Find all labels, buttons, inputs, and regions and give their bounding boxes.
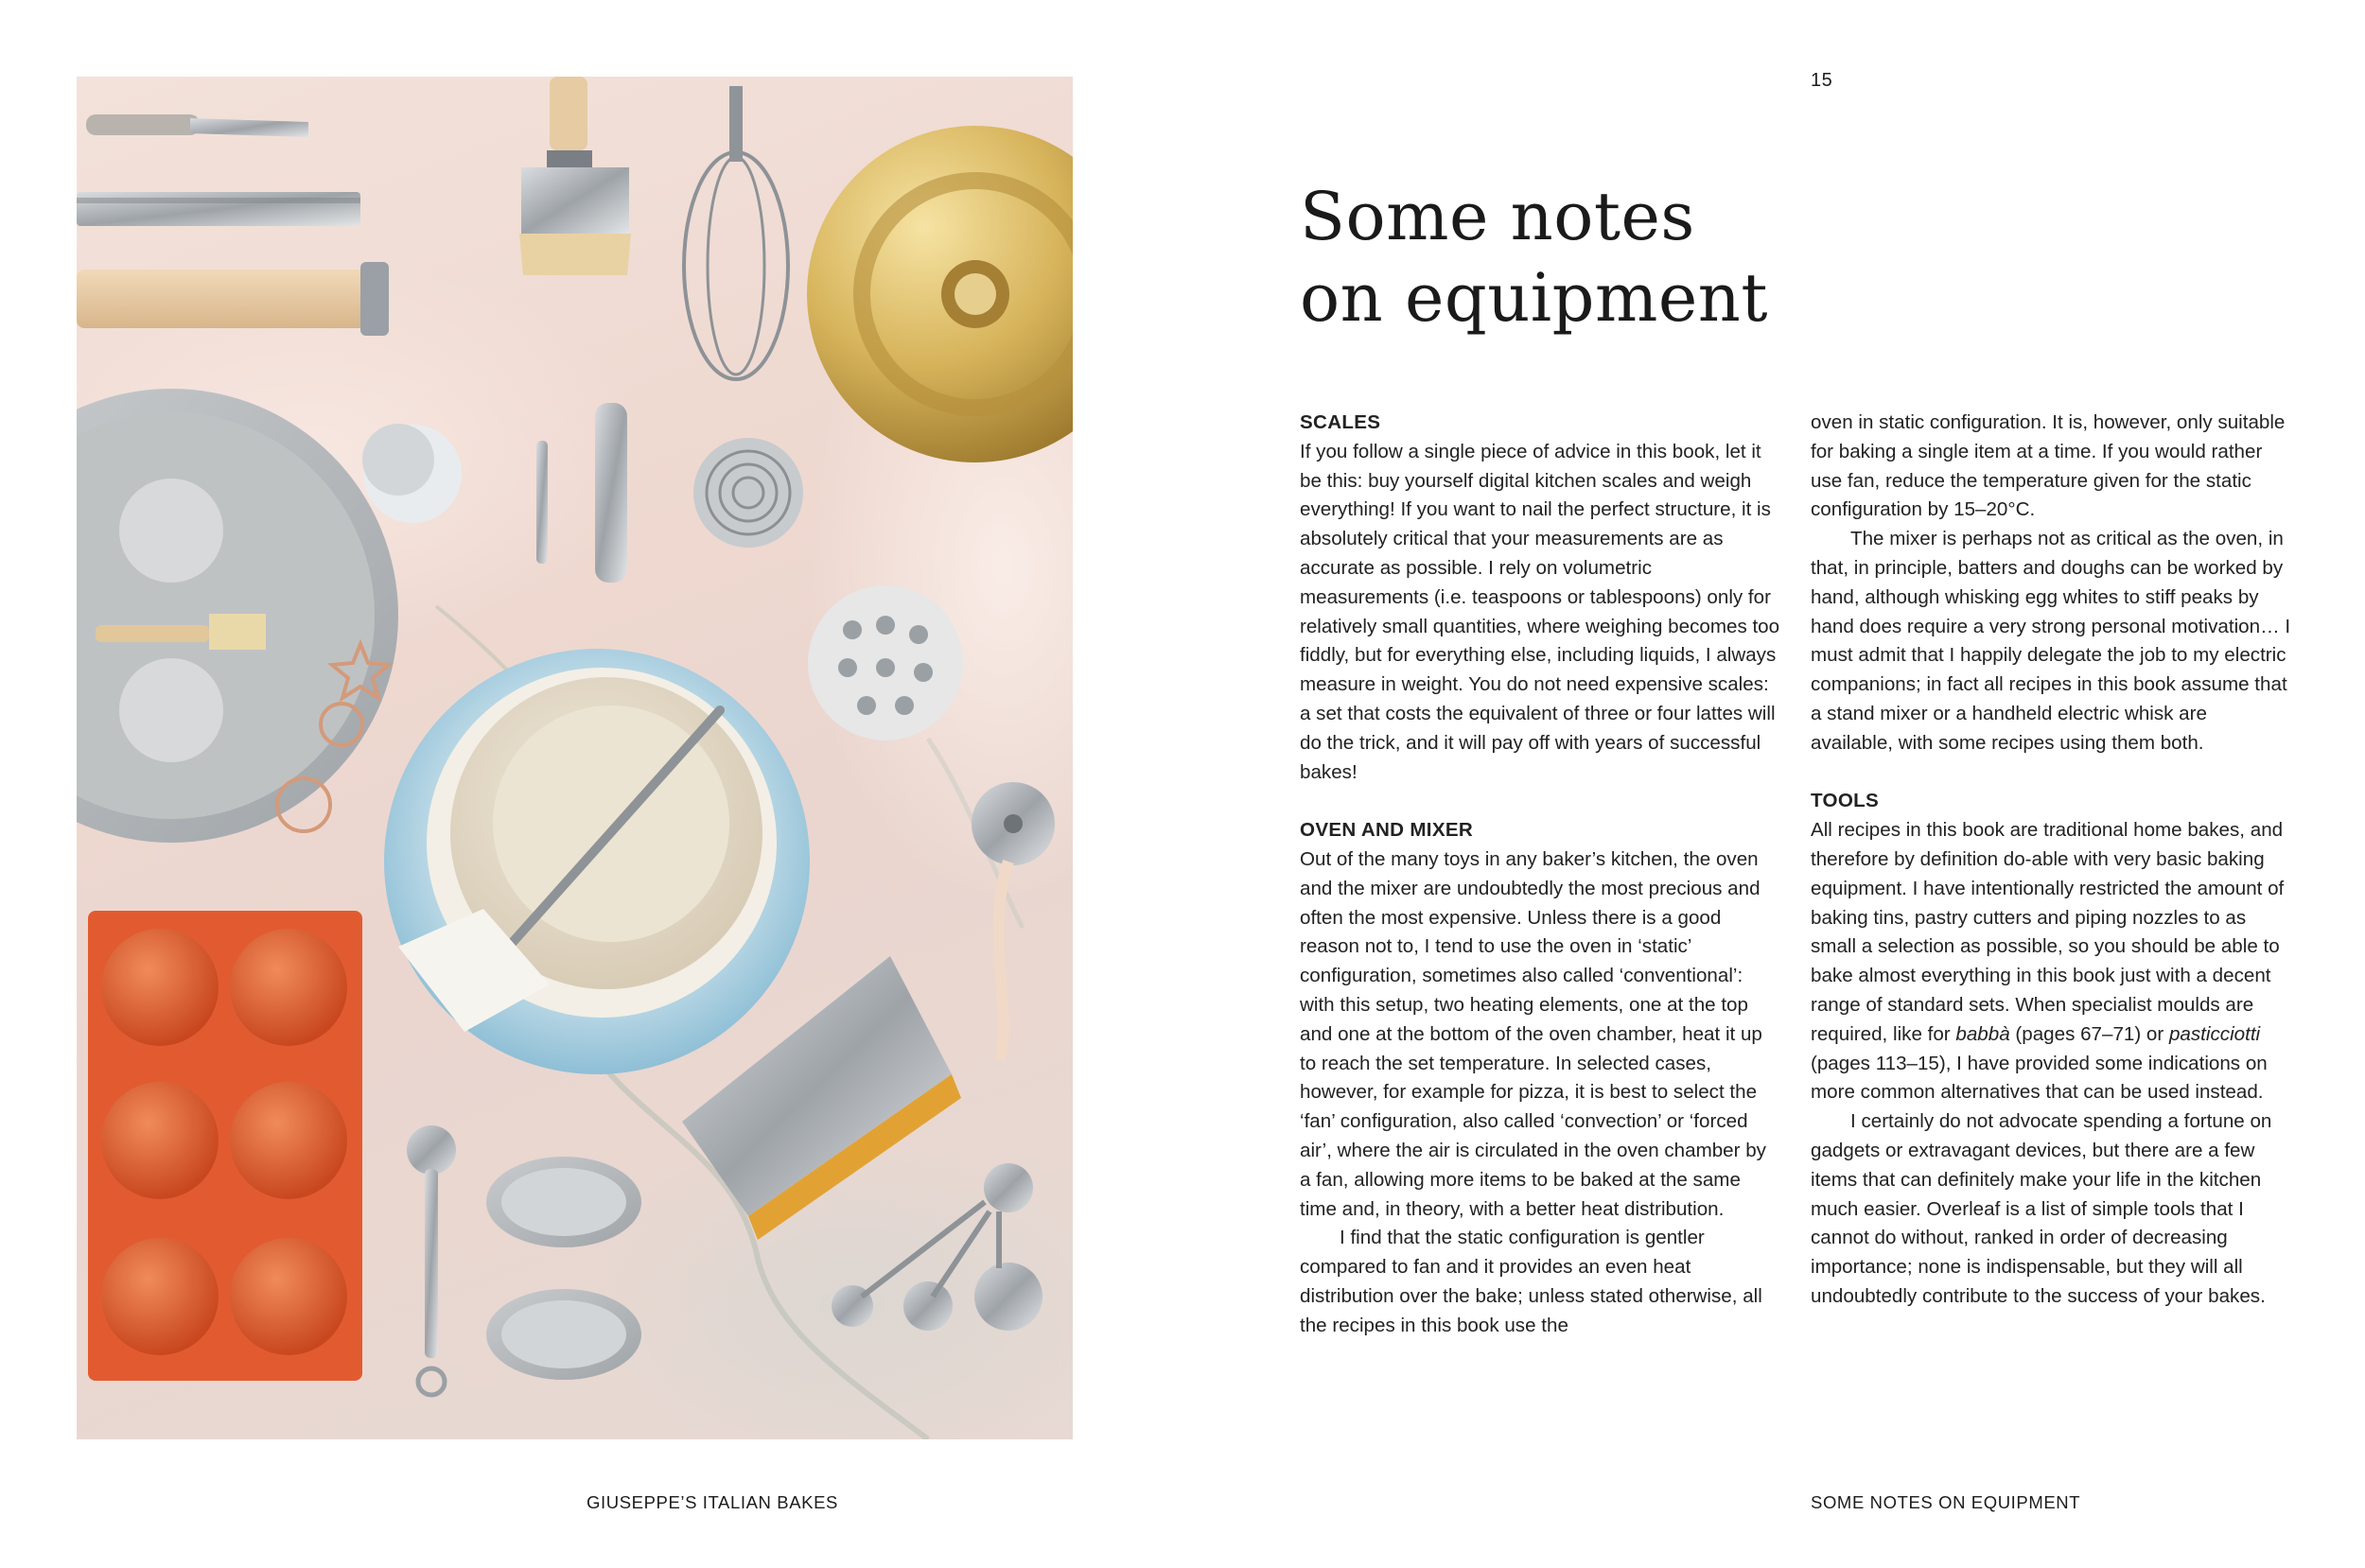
mixer-paragraph: The mixer is perhaps not as critical as the oven, in that, in principle, batters and doughs can be worked by hand, although whisking egg whites to stiff peaks by hand does require a very strong personal motivation… I must admit that I happily delegate the job to my electric companions; in fact all recipes in this book assume that a stand mixer or a handheld electric whisk are available, with some recipes using them both. xyxy=(1811,528,2291,754)
text-column-left xyxy=(1300,409,1782,1341)
equipment-photo xyxy=(77,77,1073,1439)
text-column-right-flow xyxy=(1811,409,2293,1312)
title-line-1: Some notes xyxy=(1300,178,1695,255)
tools-paragraph-1: All recipes in this book are traditional home bakes, and therefore by definition do-able with very basic baking equipment. I have intentionally restricted the amount of baking tins, pastry cutters and piping nozzles to as small a selection as possible, so you should be able to bake almost everything in this book just with a decent range of standard sets. When specialist moulds are required, like for babbà (pages 67–71) or pasticciotti (pages 113–15), I have provided some indications on more common alternatives that can be used instead. xyxy=(1811,819,2285,1104)
pasticciotti-term: pasticciotti xyxy=(2168,1022,2261,1045)
oven-paragraph-1: Out of the many toys in any baker’s kitchen, the oven and the mixer are undoubtedly the most precious and often the most expensive. Unless there is a good reason not to, I tend to use the oven in ‘static’ configuration, sometimes also called ‘conventional’: with this setup, two heating elements, one at the top and one at the bottom of the oven chamber, heat it up to reach the set temperature. In selected cases, however, for example for pizza, it is best to select the ‘fan’ configuration, also called ‘convection’ or ‘forced air’, where the air is circulated in the oven chamber by a fan, allowing more items to be baked at the same time and, in theory, with a better heat distribution. xyxy=(1300,847,1766,1220)
section-heading-oven-mixer: OVEN AND MIXER xyxy=(1300,819,1474,842)
section-heading-scales: SCALES xyxy=(1300,411,1381,433)
tools-paragraph-2: I certainly do not advocate spending a fortune on gadgets or extravagant devices, but there are a few items that can definitely make your life in the kitchen much easier. Overleaf is a list of simple tools that I cannot do without, ranked in order of decreasing importance; none is indispensable, but they will all undoubtedly contribute to the success of your bakes. xyxy=(1811,1110,2272,1307)
scales-paragraph: If you follow a single piece of advice in this book, let it be this: buy yourself digital kitchen scales and weigh everything! If you want to nail the perfect structure, it is absolutely critical that your measurements are as accurate as possible. I rely on volumetric measurements (i.e. teaspoons or tablespoons) only for relatively small quantities, where weighing becomes too fiddly, but for everything else, including liquids, I always measure in weight. You do not need expensive scales: a set that costs the equivalent of three or four lattes will do the trick, and it will pay off with years of successful bakes! xyxy=(1300,440,1780,783)
oven-paragraph-2-continued: oven in static configuration. It is, however, only suitable for baking a single item at a time. If you would rather use fan, reduce the temperature given for the static configuration by 15–20°C. xyxy=(1811,411,2286,521)
footer-chapter-title: SOME NOTES ON EQUIPMENT xyxy=(1811,1492,2081,1512)
footer-book-title: GIUSEPPE’S ITALIAN BAKES xyxy=(587,1492,838,1512)
babba-term: babbà xyxy=(1955,1022,2010,1045)
title-line-2: on equipment xyxy=(1300,259,1769,337)
oven-paragraph-2: I find that the static configuration is gentler compared to fan and it provides an even heat distribution over the bake; unless stated otherwise, all the recipes in this book use the xyxy=(1300,1227,1762,1336)
page-title xyxy=(1300,176,1962,339)
section-heading-tools: TOOLS xyxy=(1811,790,1880,812)
page-number: 15 xyxy=(1811,70,1833,91)
